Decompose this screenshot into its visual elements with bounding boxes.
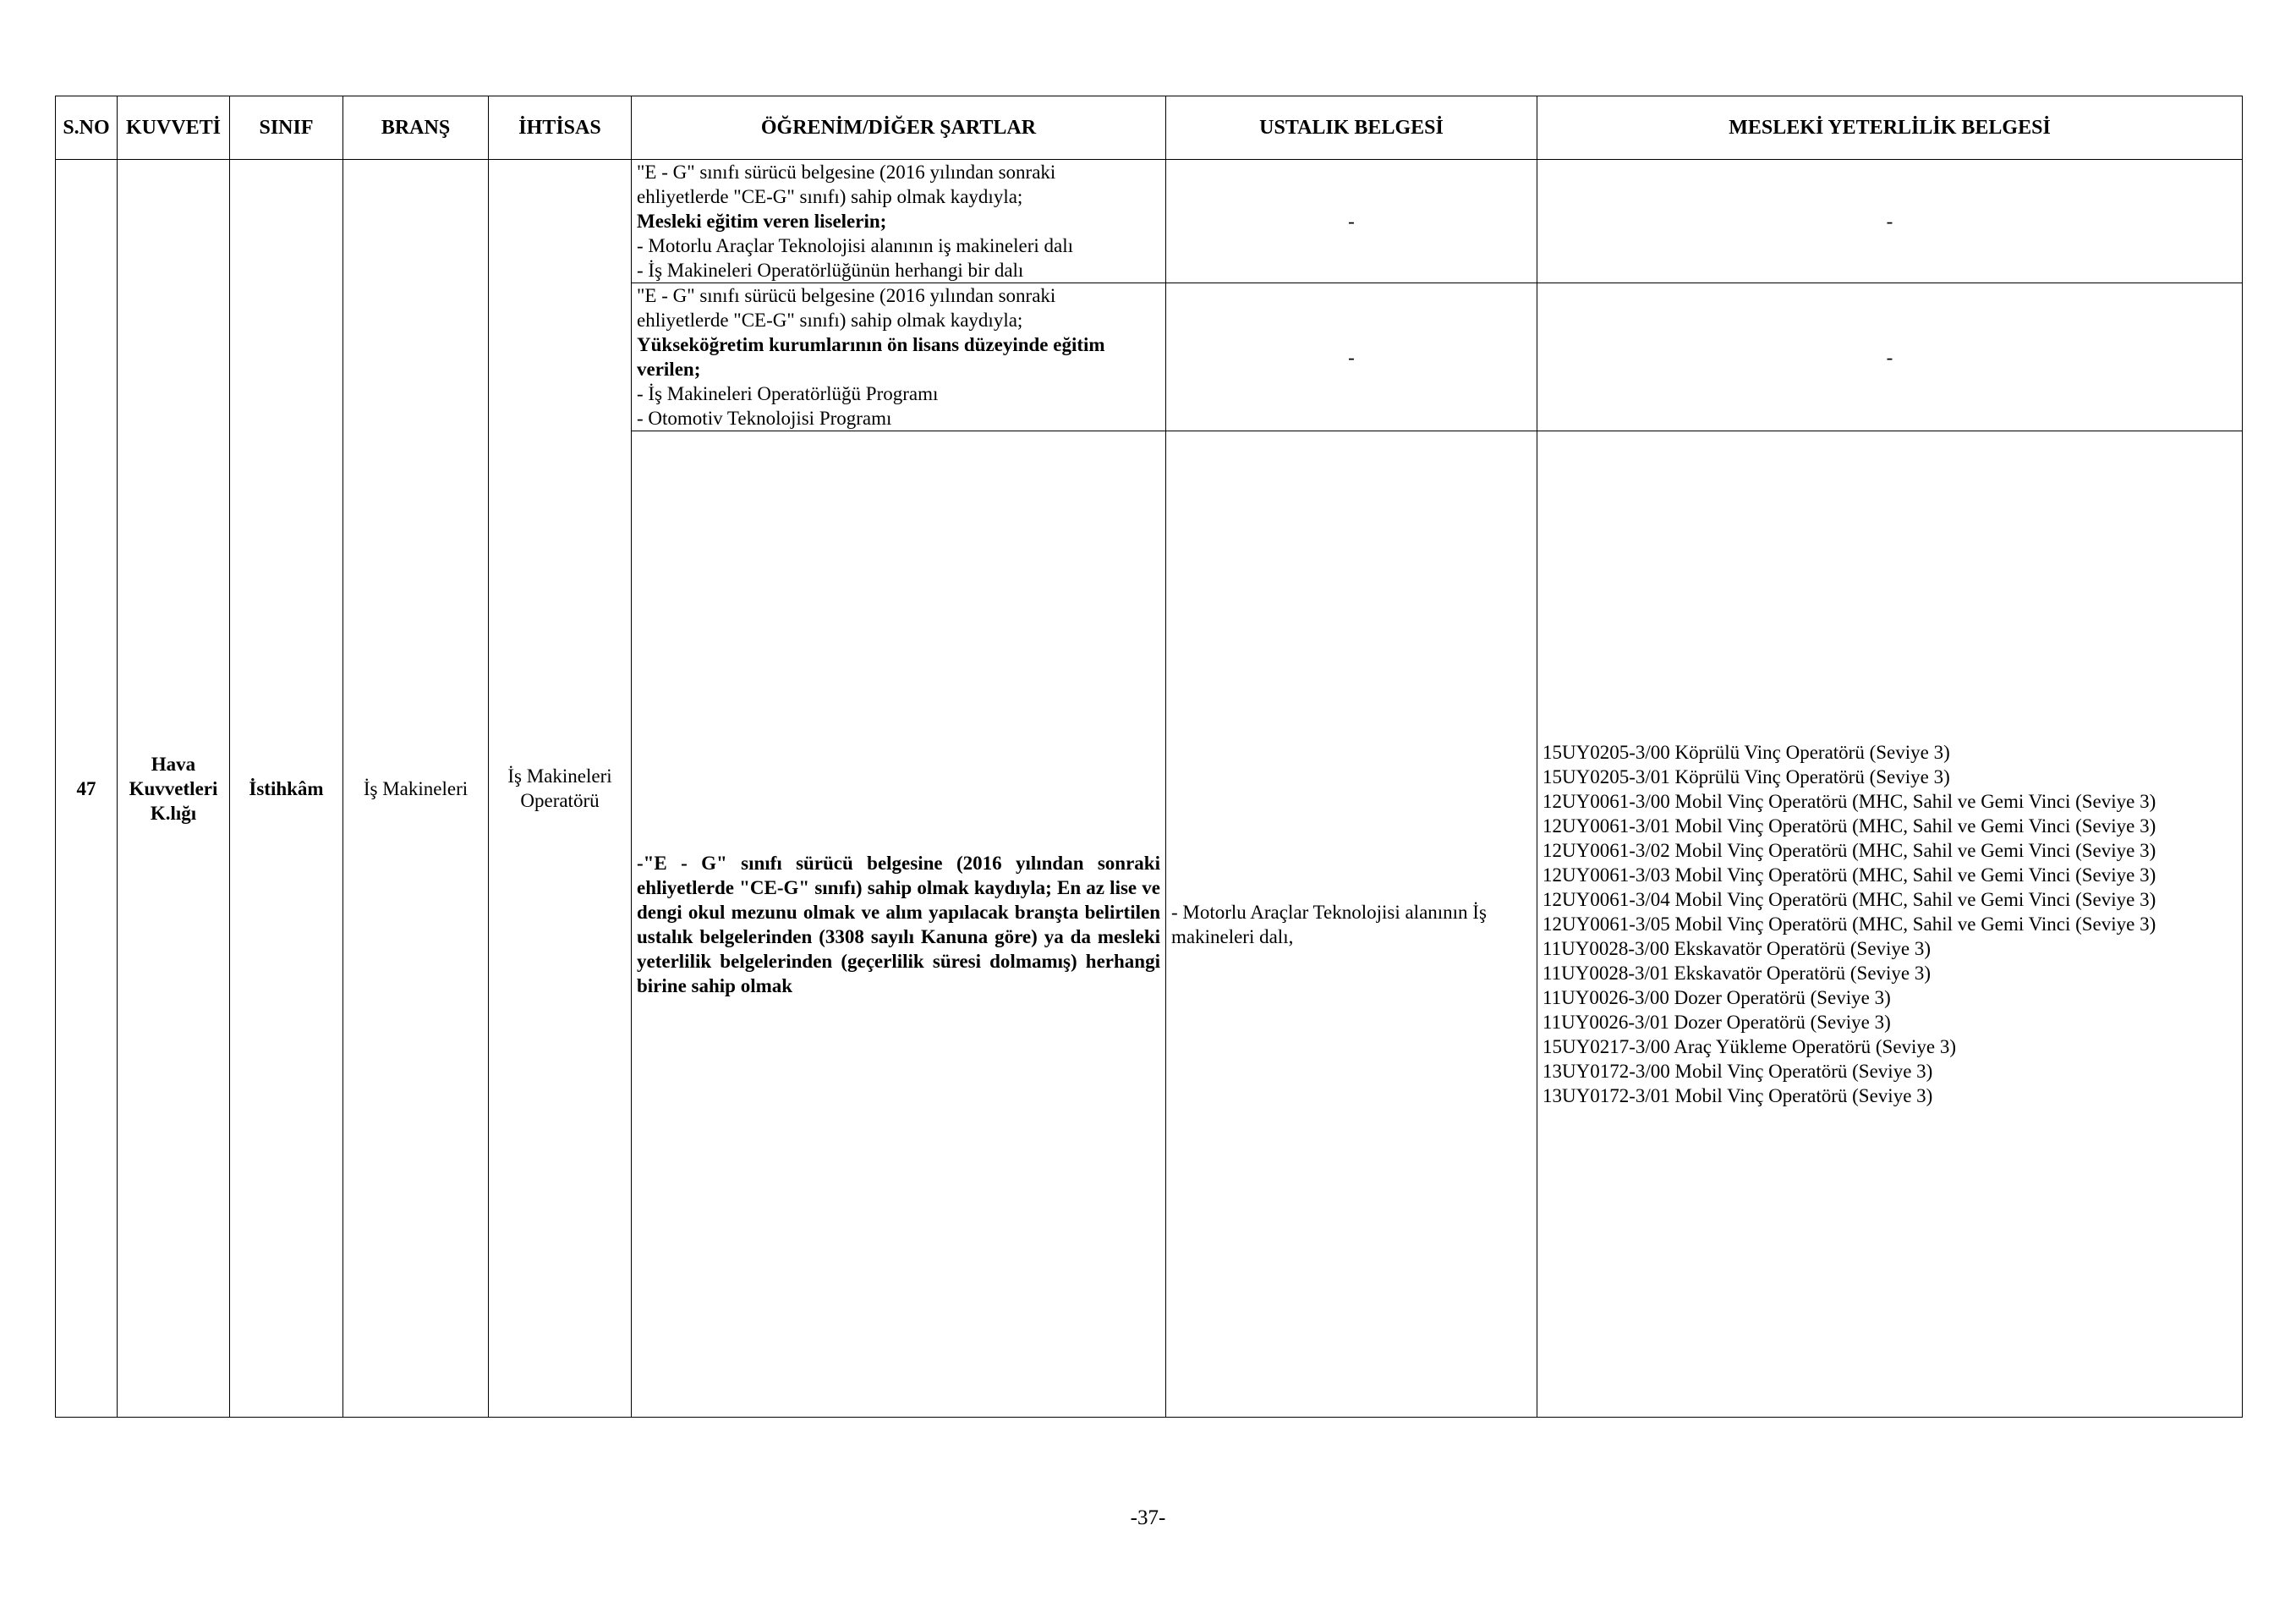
requirements-table: [55, 96, 2243, 1418]
header-sno: S.NO: [56, 96, 118, 160]
requirement-cell: [632, 283, 1166, 431]
requirement-line: "E - G" sınıfı sürücü belgesine (2016 yılından sonraki: [637, 285, 1056, 306]
requirement-line: - Otomotiv Teknolojisi Programı: [637, 408, 892, 429]
myb-item: 12UY0061-3/00 Mobil Vinç Operatörü (MHC, Sahil ve Gemi Vinci (Seviye 3): [1543, 791, 2156, 812]
header-kuvvet: KUVVETİ: [118, 96, 230, 160]
requirement-line: - İş Makineleri Operatörlüğünün herhangi bir dalı: [637, 260, 1024, 281]
requirement-line: - Motorlu Araçlar Teknolojisi alanının iş makineleri dalı: [637, 235, 1073, 256]
myb-item: 12UY0061-3/03 Mobil Vinç Operatörü (MHC, Sahil ve Gemi Vinci (Seviye 3): [1543, 864, 2156, 886]
requirement-line: ehliyetlerde "CE-G" sınıfı) sahip olmak kaydıyla;: [637, 310, 1023, 331]
myb-item: 12UY0061-3/05 Mobil Vinç Operatörü (MHC, Sahil ve Gemi Vinci (Seviye 3): [1543, 914, 2156, 935]
ustalik-cell: - Motorlu Araçlar Teknolojisi alanının İş makineleri dalı,: [1166, 431, 1537, 1418]
header-ihtisas: İHTİSAS: [489, 96, 632, 160]
header-row: [56, 96, 2243, 160]
requirement-cell: [632, 160, 1166, 283]
header-ustalik: USTALIK BELGESİ: [1166, 96, 1537, 160]
requirement-line: - İş Makineleri Operatörlüğü Programı: [637, 383, 939, 404]
myb-item: 15UY0205-3/01 Köprülü Vinç Operatörü (Seviye 3): [1543, 766, 1950, 787]
sno-cell: 47: [56, 160, 118, 1418]
header-myb: MESLEKİ YETERLİLİK BELGESİ: [1537, 96, 2243, 160]
sinif-cell: İstihkâm: [230, 160, 343, 1418]
myb-item: 15UY0205-3/00 Köprülü Vinç Operatörü (Seviye 3): [1543, 742, 1950, 763]
myb-cell: -: [1537, 160, 2243, 283]
header-ogrenim: ÖĞRENİM/DİĞER ŞARTLAR: [632, 96, 1166, 160]
requirement-line: ehliyetlerde "CE-G" sınıfı) sahip olmak kaydıyla;: [637, 186, 1023, 207]
myb-item: 12UY0061-3/02 Mobil Vinç Operatörü (MHC, Sahil ve Gemi Vinci (Seviye 3): [1543, 840, 2156, 861]
myb-item: 12UY0061-3/04 Mobil Vinç Operatörü (MHC, Sahil ve Gemi Vinci (Seviye 3): [1543, 889, 2156, 910]
requirement-cell: -"E - G" sınıfı sürücü belgesine (2016 yılından sonraki ehliyetlerde "CE-G" sınıfı) sahip olmak kaydıyla; En az lise ve dengi okul mezunu olmak ve alım yapılacak branşta belirtilen ustalık belgelerinden (3308 sayılı Kanuna göre) ya da mesleki yeterlilik belgelerinden (geçerlilik süresi dolmamış) herhangi birine sahip olmak: [632, 431, 1166, 1418]
myb-item: 11UY0026-3/01 Dozer Operatörü (Seviye 3): [1543, 1012, 1891, 1033]
myb-item: 13UY0172-3/01 Mobil Vinç Operatörü (Seviye 3): [1543, 1085, 1933, 1106]
myb-item: 12UY0061-3/01 Mobil Vinç Operatörü (MHC, Sahil ve Gemi Vinci (Seviye 3): [1543, 815, 2156, 837]
ustalik-cell: -: [1166, 160, 1537, 283]
myb-item: 13UY0172-3/00 Mobil Vinç Operatörü (Seviye 3): [1543, 1061, 1933, 1082]
myb-item: 11UY0028-3/00 Ekskavatör Operatörü (Seviye 3): [1543, 938, 1932, 959]
page-number: -37-: [1130, 1506, 1166, 1529]
myb-item: 11UY0028-3/01 Ekskavatör Operatörü (Seviye 3): [1543, 963, 1932, 984]
table-row: [56, 160, 2243, 283]
requirement-line: Yükseköğretim kurumlarının ön lisans düzeyinde eğitim verilen;: [637, 334, 1105, 380]
requirement-line: Mesleki eğitim veren liselerin;: [637, 211, 887, 232]
header-brans: BRANŞ: [343, 96, 489, 160]
ustalik-cell: -: [1166, 283, 1537, 431]
kuvvet-cell: Hava Kuvvetleri K.lığı: [118, 160, 230, 1418]
myb-cell: [1537, 431, 2243, 1418]
brans-cell: İş Makineleri: [343, 160, 489, 1418]
myb-item: 15UY0217-3/00 Araç Yükleme Operatörü (Seviye 3): [1543, 1036, 1957, 1057]
requirement-line: "E - G" sınıfı sürücü belgesine (2016 yılından sonraki: [637, 162, 1056, 183]
myb-cell: -: [1537, 283, 2243, 431]
myb-item: 11UY0026-3/00 Dozer Operatörü (Seviye 3): [1543, 987, 1891, 1008]
header-sinif: SINIF: [230, 96, 343, 160]
ihtisas-cell: İş Makineleri Operatörü: [489, 160, 632, 1418]
